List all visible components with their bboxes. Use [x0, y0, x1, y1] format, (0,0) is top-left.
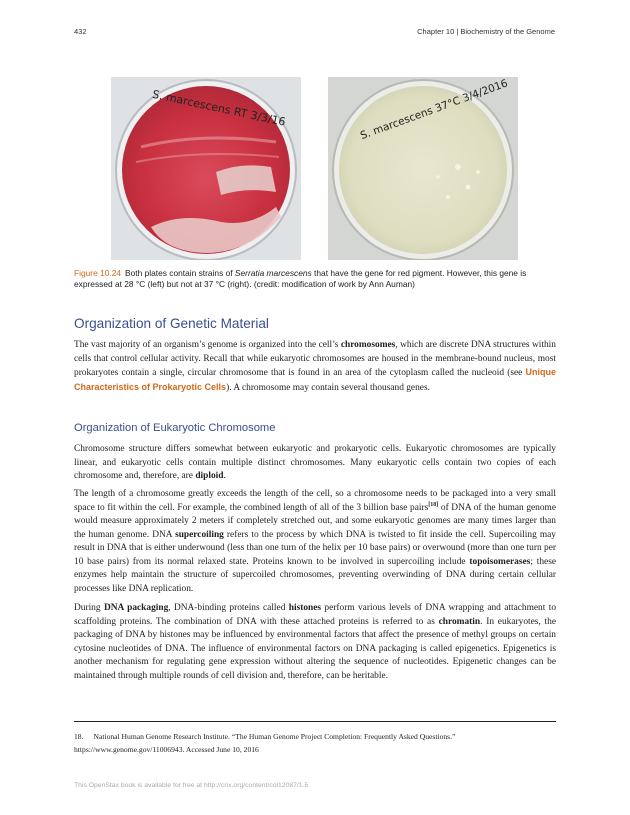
- text-run: perform various levels of DNA wrapping and attachment to scaffolding proteins. The combination of DNA with these attached proteins is referred to as: [74, 603, 557, 627]
- right-plate-label: S. marcescens 37°C 3/4/2016: [358, 77, 510, 143]
- footnote-text: National Human Genome Research Institute. “The Human Genome Project Completion: Frequently Asked Questions.” https://www.genome.gov/11006943. Accessed June 10, 2016: [74, 732, 456, 754]
- caption-text-2: that have the gene for red pigment. However, this gene is expressed at 28 °C (left) but not at 37 °C (right). (credit: modification of work by Ann Auman): [74, 268, 527, 289]
- term-dna-packaging: DNA packaging: [103, 603, 169, 613]
- section-title: Organization of Genetic Material: [74, 316, 269, 331]
- term-supercoiling: supercoiling: [175, 529, 224, 540]
- chapter-title: Chapter 10 | Biochemistry of the Genome: [417, 27, 555, 36]
- text-run: refers to the process by which DNA is twisted to fit inside the cell. Supercoiling may result in DNA that is either underwound (less than one turn of the helix per 10 base pairs) or overwound (more than one turn per 10 base pairs) from its normal relaxed state. Proteins known to be involved in supercoiling include: [74, 529, 556, 567]
- text-run: The vast majority of an organism’s genome is organized into the cell’s: [74, 340, 341, 350]
- footnote-number: 18.: [74, 732, 84, 741]
- term-chromatin: chromatin: [438, 616, 481, 627]
- figure-label: Figure 10.24: [74, 268, 122, 278]
- figure: [0, 77, 630, 261]
- page-header: [74, 27, 555, 39]
- text-run: The length of a chromosome greatly exceeds the length of the cell, so a chromosome needs to be packaged into a very small space to fit within the cell. For example, the combined length of all of the 3 billion base pairs: [74, 489, 556, 513]
- term-topoisomerases: topoisomerases: [469, 556, 531, 567]
- page-footer: This OpenStax book is available for free at http://cnx.org/content/col12087/1.5: [74, 782, 309, 789]
- paragraph-supercoiling: [74, 488, 556, 596]
- text-run: ). A chromosome may contain several thousand genes.: [226, 382, 430, 393]
- paragraph-dna-packaging: [74, 602, 556, 683]
- text-run: , which are discrete DNA structures within cells that control cellular activity. Recall that while eukaryotic chromosomes are housed in the membrane-bound nucleus, most prokaryotes contain a single, circular chromosome that is found in an area of the cytoplasm called the nucleoid (see: [74, 340, 556, 378]
- footnote-ref[interactable]: [18]: [428, 501, 439, 508]
- term-diploid: diploid: [195, 471, 224, 481]
- term-chromosomes: chromosomes: [340, 340, 396, 350]
- petri-dish-right-image: [328, 77, 518, 260]
- petri-dish-left-image: [111, 77, 301, 260]
- paragraph-genetic-material: [74, 339, 556, 395]
- footnote: [74, 731, 556, 756]
- caption-italic: Serratia marcescens: [234, 268, 312, 278]
- caption-text-1: Both plates contain strains of: [125, 268, 235, 278]
- paragraph-chromosome-structure: [74, 443, 556, 484]
- page-number: 432: [74, 27, 87, 36]
- footnote-divider: [74, 721, 556, 722]
- text-run: of DNA of the human genome would measure approximately 2 meters if completely stretched out, and some eukaryotic genomes are many times larger than the human genome. DNA: [74, 502, 557, 540]
- subsection-title: Organization of Eukaryotic Chromosome: [74, 422, 276, 434]
- text-run: ; these enzymes help maintain the structure of supercoiled chromosomes, preventing overwinding of DNA during certain cellular processes like DNA replication.: [74, 556, 556, 594]
- link-prokaryotic-cells[interactable]: Unique Characteristics of Prokaryotic Cells: [74, 367, 556, 392]
- text-run: .: [223, 471, 226, 481]
- term-histones: histones: [288, 603, 322, 613]
- left-plate-label: S. marcescens RT 3/3/16: [151, 87, 287, 129]
- text-run: During: [74, 603, 104, 613]
- text-run: Chromosome structure differs somewhat between eukaryotic and prokaryotic cells. Eukaryotic chromosomes are typically linear, and eukaryotic cells contain multiple distinct chromosomes. Many eukaryotic cells contain two copies of each chromosome and, therefore, are: [74, 444, 556, 481]
- text-run: , DNA-binding proteins called: [168, 603, 289, 613]
- figure-caption: [74, 268, 554, 290]
- text-run: . In eukaryotes, the packaging of DNA by histones may be influenced by environmental factors that affect the presence of methyl groups on certain cytosine nucleotides of DNA. The influence of environmental factors on DNA packaging is called epigenetics. Epigenetics is another mechanism for regulating gene expression without altering the sequence of nucleotides. Epigenetic changes can be maintained through multiple rounds of cell division and, therefore, can be heritable.: [74, 616, 556, 681]
